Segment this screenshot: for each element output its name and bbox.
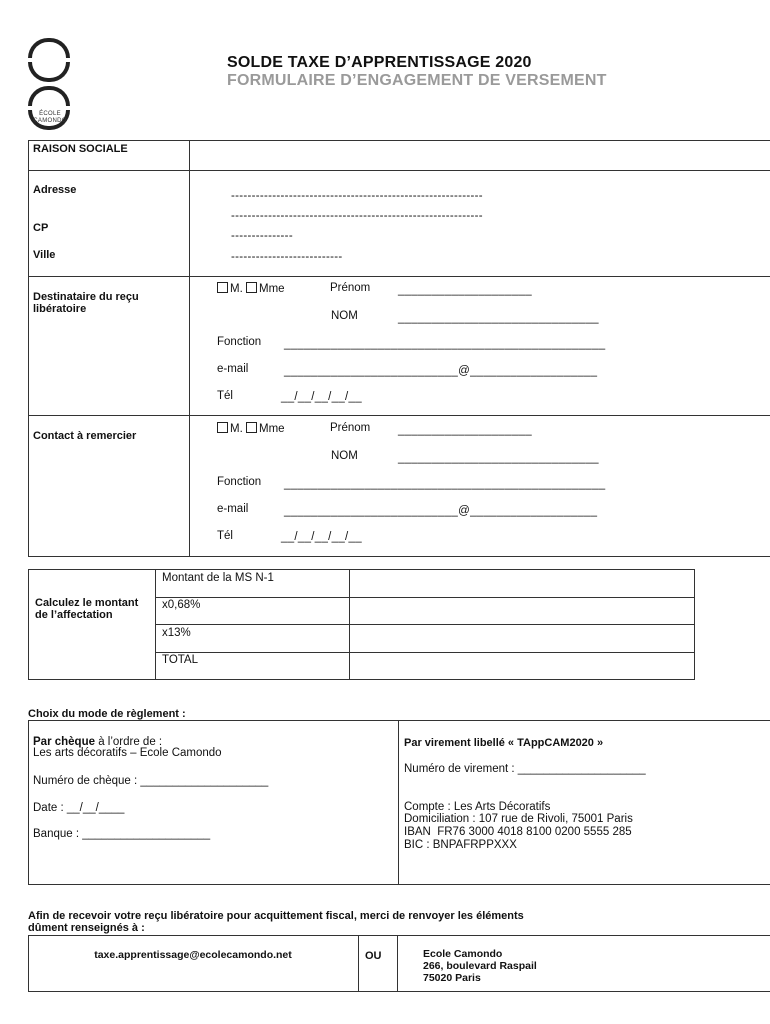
email-domain-part: ___________________ xyxy=(470,505,598,517)
calc-value-total-field[interactable] xyxy=(352,655,692,678)
destinataire-nom-field[interactable]: ______________________________ xyxy=(398,312,599,324)
raison-sociale-field[interactable] xyxy=(193,147,763,165)
contact-tel-field[interactable]: __/__/__/__/__ xyxy=(281,531,362,543)
contact-prenom-field[interactable]: ____________________ xyxy=(398,424,532,436)
civ-m-label: M. xyxy=(230,283,243,295)
logo-caption xyxy=(30,111,70,125)
civ-m-label: M. xyxy=(230,423,243,435)
prenom-label: Prénom xyxy=(330,422,371,434)
civ-mme-label: Mme xyxy=(258,423,285,435)
calcul-label: Calculez le montant de l’affectation xyxy=(35,597,139,621)
cp-label: CP xyxy=(33,222,49,234)
email-local-part: __________________________@ xyxy=(284,365,471,377)
fonction-label: Fonction xyxy=(217,476,262,488)
checkbox-mme[interactable] xyxy=(246,282,257,293)
payment-heading: Choix du mode de règlement : xyxy=(28,708,186,720)
destinataire-fonction-field[interactable]: ________________________________________________ xyxy=(284,338,606,350)
calc-row-13: x13% xyxy=(162,627,191,639)
contact-civility xyxy=(217,422,285,435)
contact-nom-field[interactable]: ______________________________ xyxy=(398,452,599,464)
return-address-1: Ecole Camondo xyxy=(423,948,503,960)
destinataire-email-field[interactable] xyxy=(284,365,597,377)
return-table xyxy=(28,935,770,992)
bank-domiciliation: Domiciliation : 107 rue de Rivoli, 75001 Paris xyxy=(404,813,633,825)
cheque-date-field[interactable]: Date : __/__/____ xyxy=(33,802,125,814)
prenom-label: Prénom xyxy=(330,282,371,294)
cheque-payee: Les arts décoratifs – Ecole Camondo xyxy=(33,747,222,759)
calc-value-13-field[interactable] xyxy=(352,627,692,650)
cheque-bold: Par chèque xyxy=(33,736,95,748)
destinataire-prenom-field[interactable]: ____________________ xyxy=(398,284,532,296)
adresse-field-2[interactable]: ------------------------------------------------------------- xyxy=(231,210,483,222)
calc-row-068: x0,68% xyxy=(162,599,201,611)
contact-label: Contact à remercier xyxy=(33,430,137,442)
nom-label: NOM xyxy=(331,450,358,462)
document-subtitle: FORMULAIRE D’ENGAGEMENT DE VERSEMENT xyxy=(227,72,607,89)
return-note-1: Afin de recevoir votre reçu libératoire pour acquittement fiscal, merci de renvoyer les éléments xyxy=(28,910,524,922)
email-local-part: __________________________@ xyxy=(284,505,471,517)
destinataire-tel-field[interactable]: __/__/__/__/__ xyxy=(281,391,362,403)
cheque-rest: à l’ordre de : xyxy=(95,736,163,748)
logo-caption-2: CAMONDO xyxy=(33,118,67,124)
cheque-number-field[interactable]: Numéro de chèque : ____________________ xyxy=(33,775,269,787)
tel-label: Tél xyxy=(217,390,233,402)
tel-label: Tél xyxy=(217,530,233,542)
calc-value-ms-field[interactable] xyxy=(352,572,692,595)
email-label: e-mail xyxy=(217,363,249,375)
contact-fonction-field[interactable]: ________________________________________________ xyxy=(284,478,606,490)
virement-number-field[interactable]: Numéro de virement : ____________________ xyxy=(404,763,646,775)
return-email-link[interactable]: taxe.apprentissage@ecolecamondo.net xyxy=(94,949,292,961)
document-title: SOLDE TAXE D’APPRENTISSAGE 2020 xyxy=(227,54,532,71)
calc-value-068-field[interactable] xyxy=(352,600,692,622)
or-label: OU xyxy=(365,950,382,962)
destinataire-label: Destinataire du reçu libératoire xyxy=(33,291,139,315)
bank-account: Compte : Les Arts Décoratifs xyxy=(404,801,551,813)
destinataire-civility xyxy=(217,282,285,295)
email-domain-part: ___________________ xyxy=(470,365,598,377)
adresse-label: Adresse xyxy=(33,184,77,196)
civ-mme-label: Mme xyxy=(258,283,285,295)
cp-field[interactable]: --------------- xyxy=(231,230,293,242)
checkbox-m[interactable] xyxy=(217,282,228,293)
ville-field[interactable]: --------------------------- xyxy=(231,251,343,263)
logo-caption-1: ÉCOLE xyxy=(39,111,61,117)
bank-bic: BIC : BNPAFRPPXXX xyxy=(404,839,517,851)
fonction-label: Fonction xyxy=(217,336,262,348)
return-address-2: 266, boulevard Raspail xyxy=(423,960,537,972)
virement-title: Par virement libellé « TAppCAM2020 » xyxy=(404,737,604,749)
raison-sociale-label: RAISON SOCIALE xyxy=(33,143,128,155)
checkbox-m[interactable] xyxy=(217,422,228,433)
ville-label: Ville xyxy=(33,249,56,261)
email-label: e-mail xyxy=(217,503,249,515)
calc-row-ms: Montant de la MS N-1 xyxy=(162,572,274,584)
nom-label: NOM xyxy=(331,310,358,322)
checkbox-mme[interactable] xyxy=(246,422,257,433)
cheque-bank-field[interactable]: Banque : ____________________ xyxy=(33,828,211,840)
bank-iban: IBAN FR76 3000 4018 8100 0200 5555 285 xyxy=(404,826,632,838)
contact-email-field[interactable] xyxy=(284,505,597,517)
calc-row-total: TOTAL xyxy=(162,654,198,666)
return-note-2: dûment renseignés à : xyxy=(28,922,145,934)
return-address-3: 75020 Paris xyxy=(423,972,481,984)
adresse-field-1[interactable]: ------------------------------------------------------------- xyxy=(231,190,483,202)
